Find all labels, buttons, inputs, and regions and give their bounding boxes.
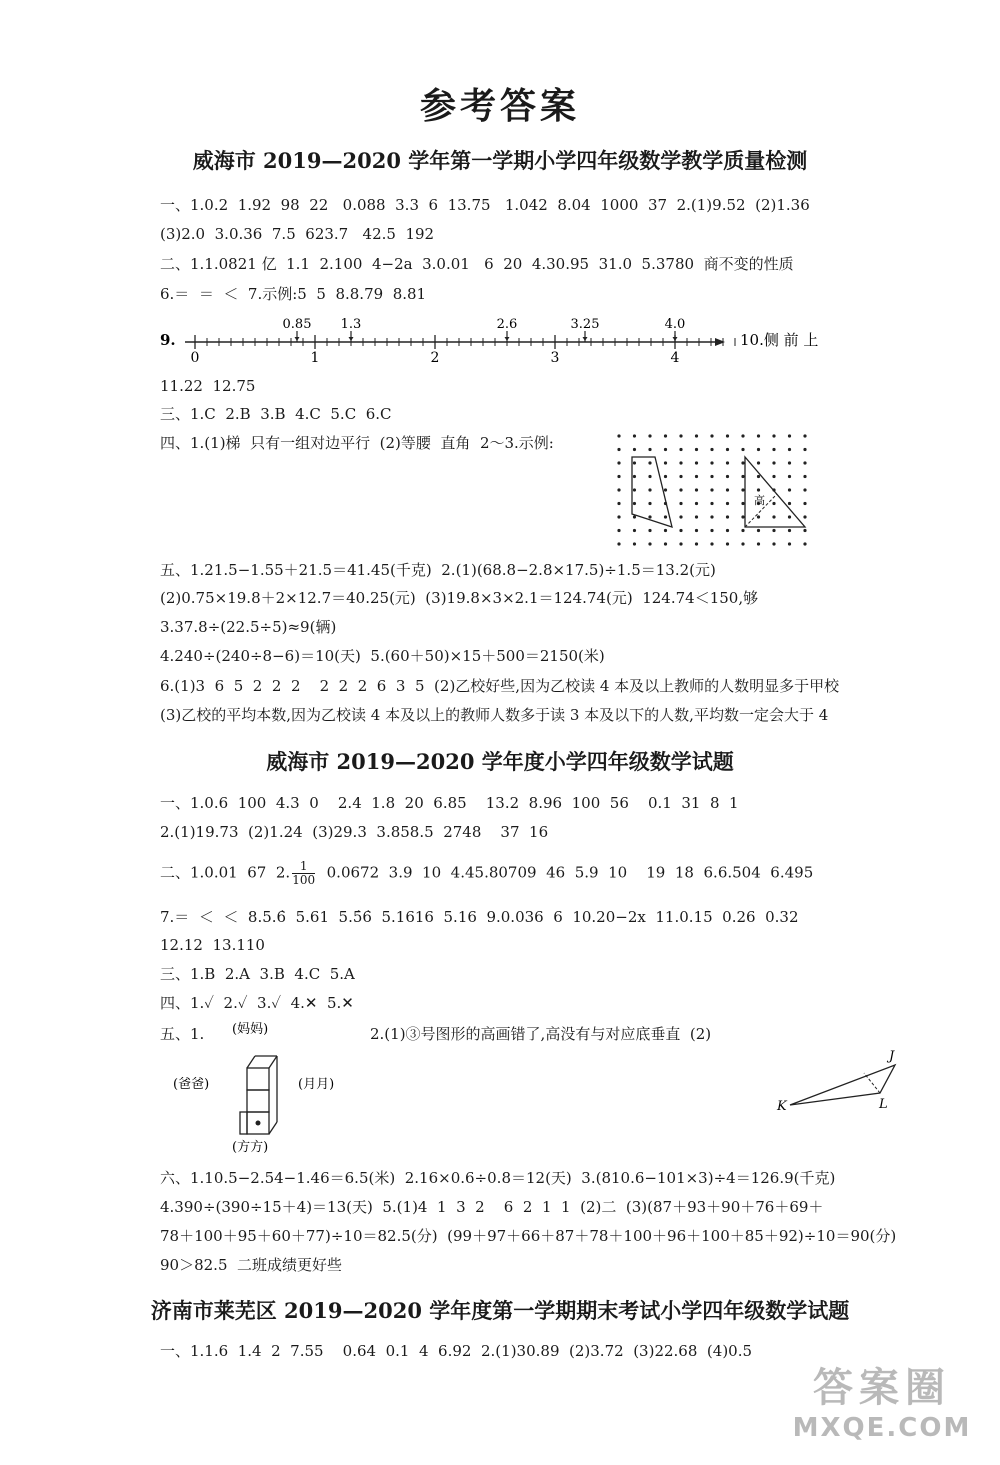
grid-dot — [648, 542, 651, 545]
grid-dot — [648, 448, 651, 451]
grid-dot — [664, 434, 667, 437]
number-line-prefix: 9. — [160, 331, 176, 349]
number-line-point-arrow — [295, 337, 300, 341]
grid-dot — [617, 515, 620, 518]
grid-dot — [679, 448, 682, 451]
answer-line: 4.240÷(240÷8−6)＝10(天) 5.(60＋50)×15＋500＝2150(米) — [160, 647, 605, 665]
grid-dot — [803, 434, 806, 437]
grid-dot — [664, 529, 667, 532]
grid-dot — [664, 461, 667, 464]
number-line-point-label: 1.3 — [340, 317, 362, 332]
page-title: 参考答案 — [419, 85, 580, 127]
cube-label-left: (爸爸) — [173, 1077, 210, 1092]
grid-dot — [726, 515, 729, 518]
grid-dot — [710, 515, 713, 518]
grid-dot — [679, 502, 682, 505]
grid-dot — [695, 434, 698, 437]
grid-dot — [679, 434, 682, 437]
grid-dot — [664, 448, 667, 451]
grid-dot — [772, 529, 775, 532]
grid-dot — [617, 488, 620, 491]
grid-dot — [648, 461, 651, 464]
answer-text: 0.0672 3.9 10 4.45.80709 46 5.9 10 19 18 6.6.504 6.495 — [317, 863, 814, 882]
answer-line: 六、1.10.5−2.54−1.46＝6.5(米) 2.16×0.6÷0.8＝12(天) 3.(810.6−101×3)÷4＝126.9(千克) — [160, 1169, 836, 1187]
number-line-tick-label: 2 — [430, 350, 440, 366]
grid-dot — [788, 448, 791, 451]
grid-dot — [679, 515, 682, 518]
grid-dot — [757, 475, 760, 478]
number-line-tick-label: 0 — [190, 350, 200, 366]
grid-dot — [679, 475, 682, 478]
grid-dot — [741, 529, 744, 532]
grid-dot — [679, 461, 682, 464]
grid-dot — [757, 529, 760, 532]
grid-dot — [741, 434, 744, 437]
grid-dot — [741, 488, 744, 491]
grid-dot — [679, 488, 682, 491]
answer-line: 一、1.1.6 1.4 2 7.55 0.64 0.1 4 6.92 2.(1)30.89 (2)3.72 (3)22.68 (4)0.5 — [160, 1342, 753, 1360]
grid-dot — [772, 475, 775, 478]
answer-label: 五、1. — [160, 1025, 205, 1043]
number-line-point-arrow — [583, 337, 588, 341]
answer-line — [160, 860, 960, 887]
grid-dot — [803, 488, 806, 491]
grid-dot — [617, 448, 620, 451]
grid-dot — [757, 461, 760, 464]
cube-dot — [256, 1121, 261, 1126]
grid-dot — [788, 502, 791, 505]
grid-dot — [772, 502, 775, 505]
fraction-denominator: 100 — [292, 873, 316, 887]
grid-dot — [633, 461, 636, 464]
grid-dot — [741, 448, 744, 451]
fraction — [292, 860, 315, 887]
grid-dot — [633, 434, 636, 437]
grid-dot — [726, 475, 729, 478]
grid-dot — [772, 448, 775, 451]
grid-dot — [757, 448, 760, 451]
watermark-url: MXQE.COM — [792, 1413, 972, 1443]
height-label: 高 — [754, 494, 765, 507]
grid-dot — [695, 542, 698, 545]
grid-dot — [726, 488, 729, 491]
answer-line: 12.12 13.110 — [160, 936, 265, 954]
vertex-label-j: J — [889, 1049, 895, 1064]
grid-dot — [617, 475, 620, 478]
grid-dot — [772, 461, 775, 464]
grid-dot — [648, 515, 651, 518]
grid-dot — [617, 502, 620, 505]
number-line-point-label: 2.6 — [496, 317, 518, 332]
answer-line: 7.＝ ＜ ＜ 8.5.6̇ 5.61 5.5̇6̇ 5.1616 5.16 9.0.036 6 10.20−2x 11.0.15 0.26 0.32 — [160, 908, 799, 926]
grid-dot — [710, 461, 713, 464]
grid-dot — [695, 488, 698, 491]
fraction-numerator: 1 — [292, 860, 315, 874]
grid-dot — [710, 502, 713, 505]
number-line-point-label: 0.85 — [282, 317, 312, 332]
grid-dot — [710, 488, 713, 491]
grid-dot — [664, 488, 667, 491]
answer-line: 2.(1)19.73 (2)1.24 (3)29.3 3.858.5 2748 37 16 — [160, 823, 549, 841]
grid-dot — [633, 542, 636, 545]
grid-dot — [788, 529, 791, 532]
answer-line: 4.390÷(390÷15＋4)＝13(天) 5.(1)4 1 3 2 6 2 1 1 (2)二 (3)(87＋93＋90＋76＋69＋ — [160, 1198, 824, 1216]
grid-dot — [633, 515, 636, 518]
grid-dot — [741, 542, 744, 545]
grid-dot — [648, 488, 651, 491]
grid-dot — [617, 461, 620, 464]
grid-dot — [772, 515, 775, 518]
grid-dot — [788, 542, 791, 545]
grid-dot — [772, 434, 775, 437]
grid-dot — [695, 475, 698, 478]
answer-line: 90＞82.5 二班成绩更好些 — [160, 1256, 343, 1274]
grid-dot — [741, 515, 744, 518]
grid-dot — [633, 488, 636, 491]
answer-line: 11.22 12.75 — [160, 377, 256, 395]
number-line-tick-label: 3 — [550, 350, 560, 366]
grid-dot — [710, 434, 713, 437]
vertex-label-l: L — [879, 1097, 888, 1112]
answer-10: 10.侧 前 上 — [740, 331, 819, 349]
triangle-height — [864, 1073, 880, 1093]
grid-dot — [803, 542, 806, 545]
grid-dot — [757, 515, 760, 518]
answer-line: 一、1.0.2 1.92 98 22 0.088 3.3 6 13.75 1.042 8.04 1000 37 2.(1)9.52 (2)1.36 — [160, 196, 810, 214]
section-heading-weihai-2: 威海市 2019—2020 学年度小学四年级数学试题 — [266, 749, 734, 774]
answer-line: (3)2.0 3.0.36 7.5 623.7 42.5 192 — [160, 225, 435, 243]
cube-figure — [170, 1020, 370, 1160]
grid-dot — [679, 542, 682, 545]
grid-dot — [788, 475, 791, 478]
grid-dot — [803, 461, 806, 464]
grid-dot — [803, 502, 806, 505]
grid-dot — [803, 448, 806, 451]
section-heading-jinan: 济南市莱芜区 2019—2020 学年度第一学期期末考试小学四年级数学试题 — [150, 1298, 850, 1323]
number-line-point-arrow — [673, 337, 678, 341]
answer-line: 2.(1)③号图形的高画错了,高没有与对应底垂直 (2) — [370, 1025, 712, 1043]
grid-dot — [633, 475, 636, 478]
triangle-figure — [770, 1047, 920, 1137]
answer-line: 三、1.C 2.B 3.B 4.C 5.C 6.C — [160, 405, 392, 423]
grid-dot — [710, 529, 713, 532]
answer-line: 四、1.(1)梯 只有一组对边平行 (2)等腰 直角 2～3.示例: — [160, 434, 554, 452]
number-line-tick-label: 1 — [310, 350, 320, 366]
number-line-figure — [155, 312, 955, 372]
grid-dot — [726, 448, 729, 451]
grid-dot — [726, 502, 729, 505]
answer-line: 一、1.0.6 100 4.3 0 2.4 1.8 20 6.85 13.2 8.96 100 56 0.1 31 8 1 — [160, 794, 739, 812]
grid-dot — [788, 434, 791, 437]
answer-line: (2)0.75×19.8＋2×12.7＝40.25(元) (3)19.8×3×2.1＝124.74(元) 124.74＜150,够 — [160, 589, 759, 607]
grid-dot — [741, 461, 744, 464]
cube-label-right: (月月) — [298, 1077, 335, 1092]
number-line-tick-label: 4 — [670, 350, 680, 366]
watermark-logo-text: 答案圈 — [813, 1365, 951, 1411]
grid-dot — [726, 434, 729, 437]
grid-dot — [648, 529, 651, 532]
answer-line: 四、1.✓ 2.✓ 3.✓ 4.✕ 5.✕ — [160, 994, 354, 1012]
grid-dot — [710, 475, 713, 478]
answer-line: 6.(1)3 6 5 2 2 2 2 2 2 6 3 5 (2)乙校好些,因为乙校读 4 本及以上教师的人数明显多于甲校 — [160, 677, 840, 695]
section-heading-weihai-1: 威海市 2019—2020 学年第一学期小学四年级数学教学质量检测 — [192, 148, 808, 173]
grid-dot — [772, 542, 775, 545]
answer-text: 二、1.0.01 67 2. — [160, 863, 291, 882]
number-line-point-arrow — [505, 337, 510, 341]
grid-dot — [695, 515, 698, 518]
grid-dot — [757, 488, 760, 491]
grid-dot — [788, 488, 791, 491]
grid-dot — [741, 502, 744, 505]
grid-dot — [803, 515, 806, 518]
dot-grid-figure — [605, 432, 820, 550]
grid-dot — [726, 461, 729, 464]
grid-dot — [648, 475, 651, 478]
grid-dot — [664, 475, 667, 478]
grid-dot — [695, 502, 698, 505]
grid-dot — [617, 542, 620, 545]
grid-dot — [633, 529, 636, 532]
cube-label-top: (妈妈) — [232, 1022, 269, 1037]
answer-line: 三、1.B 2.A 3.B 4.C 5.A — [160, 965, 355, 983]
grid-dot — [757, 434, 760, 437]
grid-dot — [648, 502, 651, 505]
grid-dot — [695, 448, 698, 451]
answer-line: 78＋100＋95＋60＋77)÷10＝82.5(分) (99＋97＋66＋87＋78＋100＋96＋100＋85＋92)÷10＝90(分) — [160, 1227, 897, 1245]
grid-dot — [664, 515, 667, 518]
vertex-label-k: K — [777, 1099, 787, 1114]
grid-dot — [788, 515, 791, 518]
grid-dot — [633, 502, 636, 505]
grid-dot — [803, 475, 806, 478]
grid-dot — [726, 529, 729, 532]
grid-dot — [726, 542, 729, 545]
grid-dot — [788, 461, 791, 464]
number-line-point-arrow — [349, 337, 354, 341]
answer-line: 五、1.21.5−1.55＋21.5＝41.45(千克) 2.(1)(68.8−2.8×17.5)÷1.5＝13.2(元) — [160, 561, 716, 579]
grid-dot — [710, 542, 713, 545]
grid-dot — [710, 448, 713, 451]
grid-dot — [664, 542, 667, 545]
cube-label-bottom: (方方) — [232, 1140, 269, 1155]
grid-dot — [617, 434, 620, 437]
grid-dot — [679, 529, 682, 532]
watermark — [782, 1356, 982, 1443]
grid-dot — [695, 461, 698, 464]
answer-line: 6.＝ ＝ ＜ 7.示例:5 5 8.8.79 8.81 — [160, 285, 427, 303]
number-line-point-label: 3.25 — [570, 317, 600, 332]
answer-line: 3.37.8÷(22.5÷5)≈9(辆) — [160, 618, 337, 636]
answer-line: (3)乙校的平均本数,因为乙校读 4 本及以上的教师人数多于读 3 本及以下的人数,平均数一定会大于 4 — [160, 706, 829, 724]
answer-line: 二、1.1.0821 亿 1.1 2.100 4−2a 3.0.01 6 20 4.30.95 31.0 5.3780 商不变的性质 — [160, 255, 794, 273]
grid-dot — [648, 434, 651, 437]
grid-dot — [741, 475, 744, 478]
grid-dot — [695, 529, 698, 532]
grid-dot — [633, 448, 636, 451]
grid-dot — [757, 542, 760, 545]
number-line-point-label: 4.0 — [664, 317, 686, 332]
grid-dot — [803, 529, 806, 532]
grid-dot — [617, 529, 620, 532]
